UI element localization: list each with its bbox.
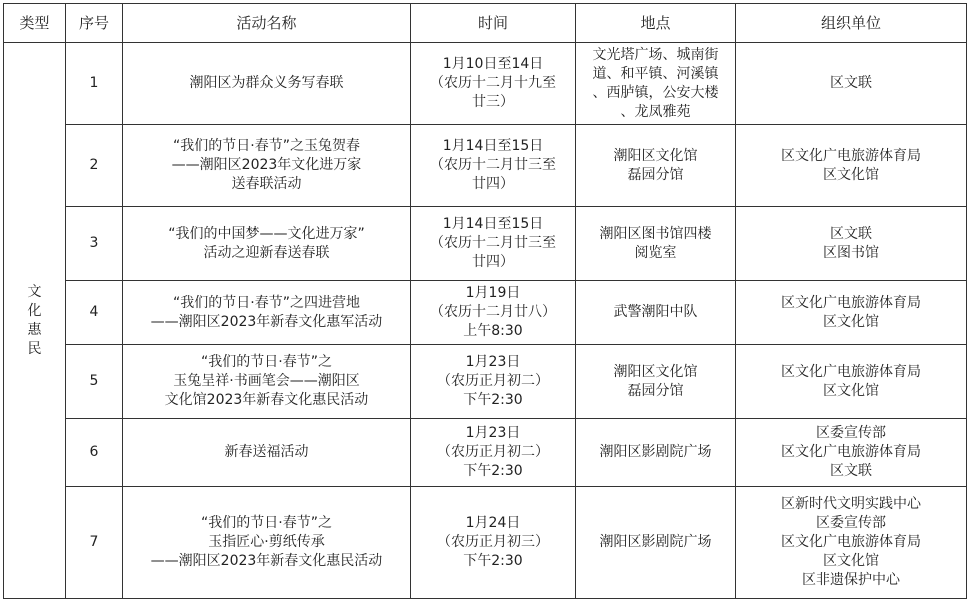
header-time: 时间 [411,4,576,43]
row-number: 4 [66,281,123,345]
location-line: 磊园分馆 [627,166,684,183]
organizer-line: 区图书馆 [823,244,879,261]
category-cell [4,43,66,599]
time-line: 1月10日至14日 [442,56,544,72]
organizer-line: 区文化广电旅游体育局 [781,294,921,311]
organizer-line: 区文化馆 [823,313,879,330]
activity-name-line: 活动之迎新春送春联 [203,244,330,261]
location-line: 文光塔广场、城南街 [592,46,719,63]
activity-schedule-table [3,3,967,599]
location-cell [576,419,736,487]
header-type: 类型 [4,4,66,43]
row-number: 3 [66,207,123,281]
organizer-line: 区委宣传部 [816,515,886,531]
time-line: 1月24日 [465,515,521,531]
location-line: 阅览室 [634,244,677,261]
row-number: 2 [66,125,123,207]
location-line: 磊园分馆 [627,382,684,399]
organizer-line: 区文化馆 [823,166,879,183]
category-char: 民 [27,340,42,357]
organizer-cell [736,43,967,125]
time-line: 1月14日至15日 [442,216,544,232]
organizer-line: 区文化广电旅游体育局 [781,444,921,460]
location-cell [576,207,736,281]
location-cell [576,281,736,345]
time-line: （农历正月初二） [437,444,549,460]
activity-name-line: “我们的节日·春节”之玉兔贺春 [173,138,360,154]
organizer-cell [736,281,967,345]
organizer-line: 区文联 [830,463,872,479]
location-line: 、西胪镇，公安大楼 [592,84,719,101]
organizer-cell [736,207,967,281]
time-line: 廿四） [472,176,514,192]
activity-name-cell [123,207,411,281]
row-number: 1 [66,43,123,125]
header-activity-name: 活动名称 [123,4,411,43]
category-char: 惠 [27,321,42,338]
row-number: 7 [66,487,123,599]
organizer-line: 区文联 [830,225,872,242]
table-header [4,4,967,43]
activity-name-line: 玉指匠心·剪纸传承 [208,534,325,550]
table-row [4,125,967,207]
table-body [4,43,967,599]
activity-name-line: 新春送福活动 [224,444,309,460]
table-row [4,345,967,419]
header-location: 地点 [576,4,736,43]
category-char: 文 [27,283,42,300]
organizer-line: 区文化广电旅游体育局 [781,147,921,164]
header-number: 序号 [66,4,123,43]
activity-name-cell [123,419,411,487]
location-line: 武警潮阳中队 [613,304,698,320]
activity-name-cell [123,43,411,125]
location-cell [576,43,736,125]
organizer-line: 区委宣传部 [816,425,886,441]
time-line: 1月14日至15日 [442,138,544,154]
location-line: 潮阳区影剧院广场 [599,444,712,460]
organizer-line: 区文化馆 [823,382,879,399]
activity-name-line: ——潮阳区2023年文化进万家 [171,157,362,173]
time-line: 1月23日 [465,354,521,370]
location-line: 道、和平镇、河溪镇 [592,65,719,82]
table-row [4,207,967,281]
activity-name-cell [123,125,411,207]
location-line: 潮阳区图书馆四楼 [599,225,712,242]
time-cell [411,487,576,599]
header-row [4,4,967,43]
row-number: 5 [66,345,123,419]
time-line: 下午2:30 [463,463,523,479]
activity-name-line: ——潮阳区2023年新春文化惠民活动 [150,553,383,569]
time-cell [411,419,576,487]
organizer-line: 区文化广电旅游体育局 [781,534,921,550]
time-cell [411,281,576,345]
activity-name-line: “我们的节日·春节”之四进营地 [173,294,360,311]
table-row [4,419,967,487]
organizer-line: 区非遗保护中心 [802,572,900,588]
location-line: 潮阳区文化馆 [613,363,698,380]
activity-name-line: ——潮阳区2023年新春文化惠军活动 [150,313,383,330]
time-line: （农历十二月廿三至 [430,235,556,251]
activity-name-line: 文化馆2023年新春文化惠民活动 [164,392,369,408]
table-row [4,281,967,345]
time-line: 1月23日 [465,425,521,441]
location-cell [576,345,736,419]
activity-name-line: “我们的节日·春节”之 [201,515,332,531]
time-cell [411,345,576,419]
category-char: 化 [27,302,42,319]
time-line: （农历十二月廿三至 [430,157,556,173]
table-row [4,43,967,125]
time-line: 1月19日 [465,285,521,301]
activity-name-line: 送春联活动 [231,176,302,192]
row-number: 6 [66,419,123,487]
organizer-cell [736,487,967,599]
time-line: （农历十二月十九至 [430,75,556,91]
activity-name-cell [123,345,411,419]
location-line: 潮阳区影剧院广场 [599,534,712,550]
location-line: 潮阳区文化馆 [613,147,698,164]
location-line: 、龙凤雅苑 [620,103,691,120]
activity-name-line: 潮阳区为群众义务写春联 [189,75,344,91]
time-line: 上午8:30 [463,323,523,339]
organizer-line: 区新时代文明实践中心 [781,496,921,512]
organizer-line: 区文化馆 [823,553,879,569]
organizer-cell [736,345,967,419]
location-cell [576,125,736,207]
time-cell [411,207,576,281]
organizer-cell [736,419,967,487]
activity-name-line: “我们的节日·春节”之 [201,354,332,370]
activity-name-line: 玉兔呈祥·书画笔会——潮阳区 [173,373,360,389]
time-cell [411,43,576,125]
activity-name-cell [123,281,411,345]
organizer-cell [736,125,967,207]
time-line: 下午2:30 [463,392,523,408]
time-line: 下午2:30 [463,553,523,569]
activity-name-cell [123,487,411,599]
location-cell [576,487,736,599]
activity-name-line: “我们的中国梦——文化进万家” [168,225,365,242]
time-cell [411,125,576,207]
time-line: （农历十二月廿八） [430,304,556,320]
time-line: 廿三） [472,94,514,110]
time-line: （农历正月初三） [437,534,549,550]
time-line: （农历正月初二） [437,373,549,389]
header-organizer: 组织单位 [736,4,967,43]
organizer-line: 区文化广电旅游体育局 [781,363,921,380]
table-row [4,487,967,599]
organizer-line: 区文联 [830,75,872,91]
time-line: 廿四） [472,254,514,270]
